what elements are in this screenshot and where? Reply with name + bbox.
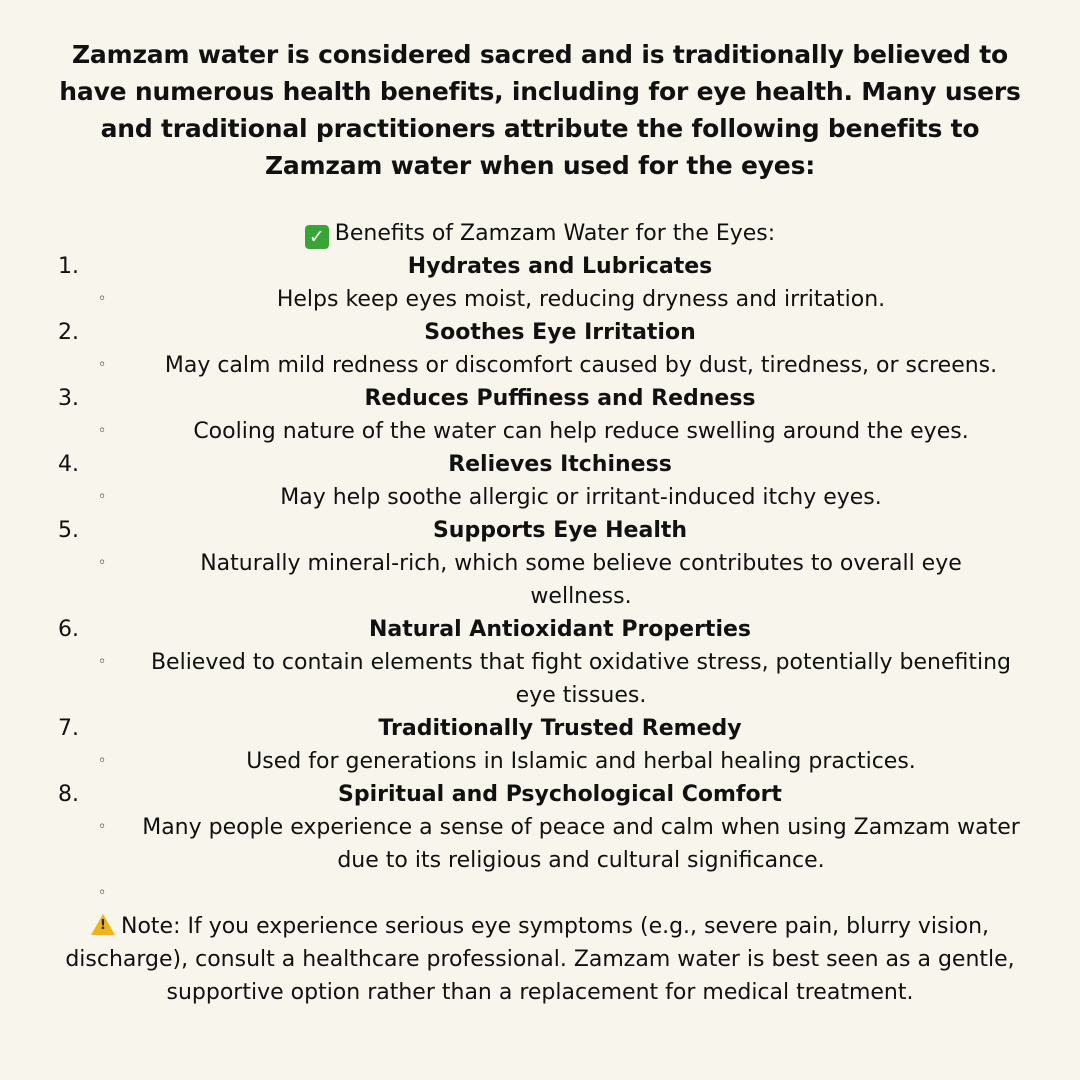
bullet-icon: ◦ — [98, 357, 107, 373]
benefit-description: May help soothe allergic or irritant-induced itchy eyes. — [280, 485, 882, 510]
item-number: 5. — [58, 518, 79, 543]
list-item — [0, 778, 1080, 811]
benefit-title: Natural Antioxidant Properties — [368, 617, 752, 642]
bullet-icon: ◦ — [98, 555, 107, 571]
bullet-icon: ◦ — [98, 885, 107, 901]
benefit-title: Hydrates and Lubricates — [407, 254, 713, 279]
benefit-title: Traditionally Trusted Remedy — [378, 716, 742, 741]
benefit-title: Reduces Puffiness and Redness — [364, 386, 756, 411]
list-item-detail — [0, 547, 1080, 613]
bullet-icon: ◦ — [98, 291, 107, 307]
item-number: 4. — [58, 452, 79, 477]
list-item — [0, 316, 1080, 349]
list-item-detail — [0, 415, 1080, 448]
item-number: 2. — [58, 320, 79, 345]
benefit-title: Relieves Itchiness — [448, 452, 672, 477]
item-number: 1. — [58, 254, 79, 279]
item-number: 7. — [58, 716, 79, 741]
list-item — [0, 613, 1080, 646]
intro-paragraph: Zamzam water is considered sacred and is traditionally believed to have numerous health benefits, including for eye health. Many users and traditional practitioners attribute the following benefits to Zamzam water when used for the eyes: — [59, 40, 1021, 180]
list-item-detail — [0, 745, 1080, 778]
benefits-heading — [0, 217, 1080, 250]
benefit-title: Soothes Eye Irritation — [424, 320, 696, 345]
disclaimer-note — [50, 910, 1030, 1009]
bullet-icon: ◦ — [98, 753, 107, 769]
list-item — [0, 382, 1080, 415]
check-mark-icon: ✓ — [305, 225, 329, 249]
benefit-title: Spiritual and Psychological Comfort — [338, 782, 782, 807]
bullet-icon: ◦ — [98, 819, 107, 835]
list-item — [0, 712, 1080, 745]
list-item-detail — [0, 481, 1080, 514]
benefit-description: Helps keep eyes moist, reducing dryness and irritation. — [276, 287, 886, 312]
benefit-description: Cooling nature of the water can help reduce swelling around the eyes. — [193, 419, 969, 444]
disclaimer-text: Note: If you experience serious eye symptoms (e.g., severe pain, blurry vision, discharge), consult a healthcare professional. Zamzam water is best seen as a gentle, supportive option rather than a replacement for medical treatment. — [65, 914, 1015, 1005]
list-item — [0, 250, 1080, 283]
list-item-detail — [0, 349, 1080, 382]
item-number: 6. — [58, 617, 79, 642]
benefits-list — [0, 250, 1080, 910]
benefit-description: Many people experience a sense of peace and calm when using Zamzam water due to its religious and cultural significance. — [142, 815, 1020, 873]
bullet-icon: ◦ — [98, 489, 107, 505]
list-item-detail — [0, 646, 1080, 712]
empty-list-item — [0, 877, 1080, 910]
list-item-detail — [0, 811, 1080, 877]
list-item — [0, 448, 1080, 481]
bullet-icon: ◦ — [98, 423, 107, 439]
warning-icon: ! — [91, 914, 115, 935]
list-item-detail — [0, 283, 1080, 316]
benefits-heading-text: Benefits of Zamzam Water for the Eyes: — [334, 221, 776, 246]
item-number: 8. — [58, 782, 79, 807]
benefit-description: Used for generations in Islamic and herbal healing practices. — [246, 749, 916, 774]
item-number: 3. — [58, 386, 79, 411]
benefit-title: Supports Eye Health — [432, 518, 688, 543]
benefit-description: Believed to contain elements that fight oxidative stress, potentially benefiting eye tissues. — [150, 650, 1012, 708]
benefit-description: May calm mild redness or discomfort caused by dust, tiredness, or screens. — [164, 353, 998, 378]
bullet-icon: ◦ — [98, 654, 107, 670]
list-item — [0, 514, 1080, 547]
benefit-description: Naturally mineral-rich, which some believe contributes to overall eye wellness. — [200, 551, 962, 609]
